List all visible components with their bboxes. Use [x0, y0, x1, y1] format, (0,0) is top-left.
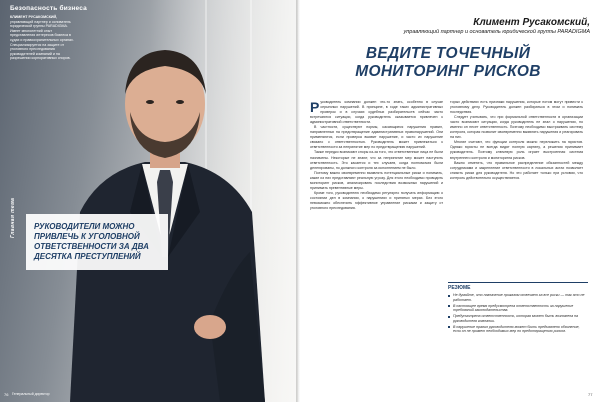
summary-box [448, 282, 588, 335]
paragraph: Также нередко возникают споры из-за того, что ответственные лица не были назначены. Некоторые не знают, что за непринятие мер может наступить ответственность. Это касается и тех случаев, когда полномочия были делегированы, но должного контроля за исполнением не было. [310, 150, 443, 170]
author-bio [10, 15, 76, 61]
paragraph: Следует учитывать, что при формальной ответственности в организации часто возникают ситуации, когда руководитель не знал о нарушении, но именно он несет ответственность. Поэтому необходимо выстраивать систему контроля, которая позволит своевременно выявлять нарушения и реагировать на них. [450, 115, 583, 140]
headline-line-2: МОНИТОРИНГ РИСКОВ [355, 63, 541, 80]
paragraph: Многие считают, что функции контроля можно переложить на юристов. Однако юристы не всегда видят полную картину, а решения принимает руководитель. Поэтому ключевую роль играет выстроенная система внутреннего контроля и мониторинга рисков. [450, 140, 583, 160]
paragraph [310, 100, 443, 125]
paragraph: В частности, существуют нормы, касающиеся нарушения правил, направленных на предотвращение административных правонарушений. Они применяются, если проверка выявит нарушение, и часто их нарушение связано с ответственностью. Руководитель может привлекаться к ответственности за непринятие мер по предотвращению нарушений. [310, 125, 443, 150]
photo-page [0, 0, 298, 402]
headline-line-1: ВЕДИТЕ ТОЧЕЧНЫЙ [365, 45, 531, 62]
article-headline [308, 45, 588, 81]
paragraph-text: уководитель компании должен что-то знать, особенно в случае серьезных нарушений. В принципе, в ходе таких административных проверок и в случаях судебных разбирательств сейчас часто встречаются ситуации, когда руководитель оказывается привлечен к административной ответственности. [310, 100, 443, 125]
pull-quote [26, 214, 168, 270]
summary-item: Предусмотрена ответственность, которая может быть возложена на руководителя компании. [448, 314, 588, 323]
page-number-left: 76 [4, 392, 9, 397]
side-tab-label: Главная тема [10, 197, 16, 238]
paragraph: торых действиях есть признаки нарушения, которые потом могут привести к уголовному делу. Руководитель должен разбираться в этом и понимать последствия. [450, 100, 583, 115]
page-gutter [296, 0, 300, 402]
section-title: Безопасность бизнеса [10, 5, 87, 12]
portrait-photo [60, 22, 270, 402]
author-role: управляющий партнер и основатель юридической группы PARADIGMA [403, 29, 590, 35]
page-number-right: 77 [588, 392, 593, 397]
article-column-2 [450, 100, 583, 181]
paragraph: Важно отметить, что правильное распределение обязанностей между сотрудниками и закрепление ответственности в локальных актах позволяет снизить риски для руководителя. Но это работает только при условии, что контроль действительно осуществляется. [450, 160, 583, 180]
bio-text: управляющий партнер и основатель юридической группы PARADIGMA. Имеет многолетний опыт представления интересов бизнеса в судах и правоохранительных органах. Специализируется на защите от уголовного преследования руководителей компаний и на разрешении корпоративных споров. [10, 19, 74, 61]
drop-cap: Р [310, 99, 320, 115]
summary-list [448, 293, 588, 334]
pull-quote-text: РУКОВОДИТЕЛИ МОЖНО ПРИВЛЕЧЬ К УГОЛОВНОЙ ОТВЕТСТВЕННОСТИ ЗА ДВА ДЕСЯТКА ПРЕСТУПЛЕНИЙ [34, 222, 149, 261]
paragraph: Поэтому важно своевременно выявлять потенциальные риски и понимать, какие из них представляют реальную угрозу. Для этого необходимо проводить мониторинг рисков, анализировать последствия возможных нарушений и принимать превентивные меры. [310, 170, 443, 190]
paragraph: Кроме того, руководителю необходимо регулярно получать информацию о состоянии дел в компании, о нарушениях и принятых мерах. Без этого невозможно обеспечить эффективное управление рисками и защиту от уголовного преследования. [310, 190, 443, 210]
author-block [308, 17, 590, 35]
bio-name: КЛИМЕНТ РУСАКОМСКИЙ, [10, 15, 58, 19]
summary-title: РЕЗЮМЕ [448, 285, 471, 291]
side-tab [2, 150, 16, 240]
summary-item: В нарушение правил руководителю может быть предъявлено обвинение, если он не примет необходимых мер по предотвращению рисков. [448, 325, 588, 334]
article-page [298, 0, 600, 402]
footer-text: Генеральный директор [12, 392, 50, 396]
summary-item: В настоящее время предусмотрена ответственность за нарушение требований законодательства. [448, 304, 588, 313]
summary-item: Не думайте, что назначение приказом отвечает за все риски — так это не работает. [448, 293, 588, 302]
author-name: Климент Русакомский, [473, 17, 590, 28]
article-column-1 [310, 100, 443, 211]
